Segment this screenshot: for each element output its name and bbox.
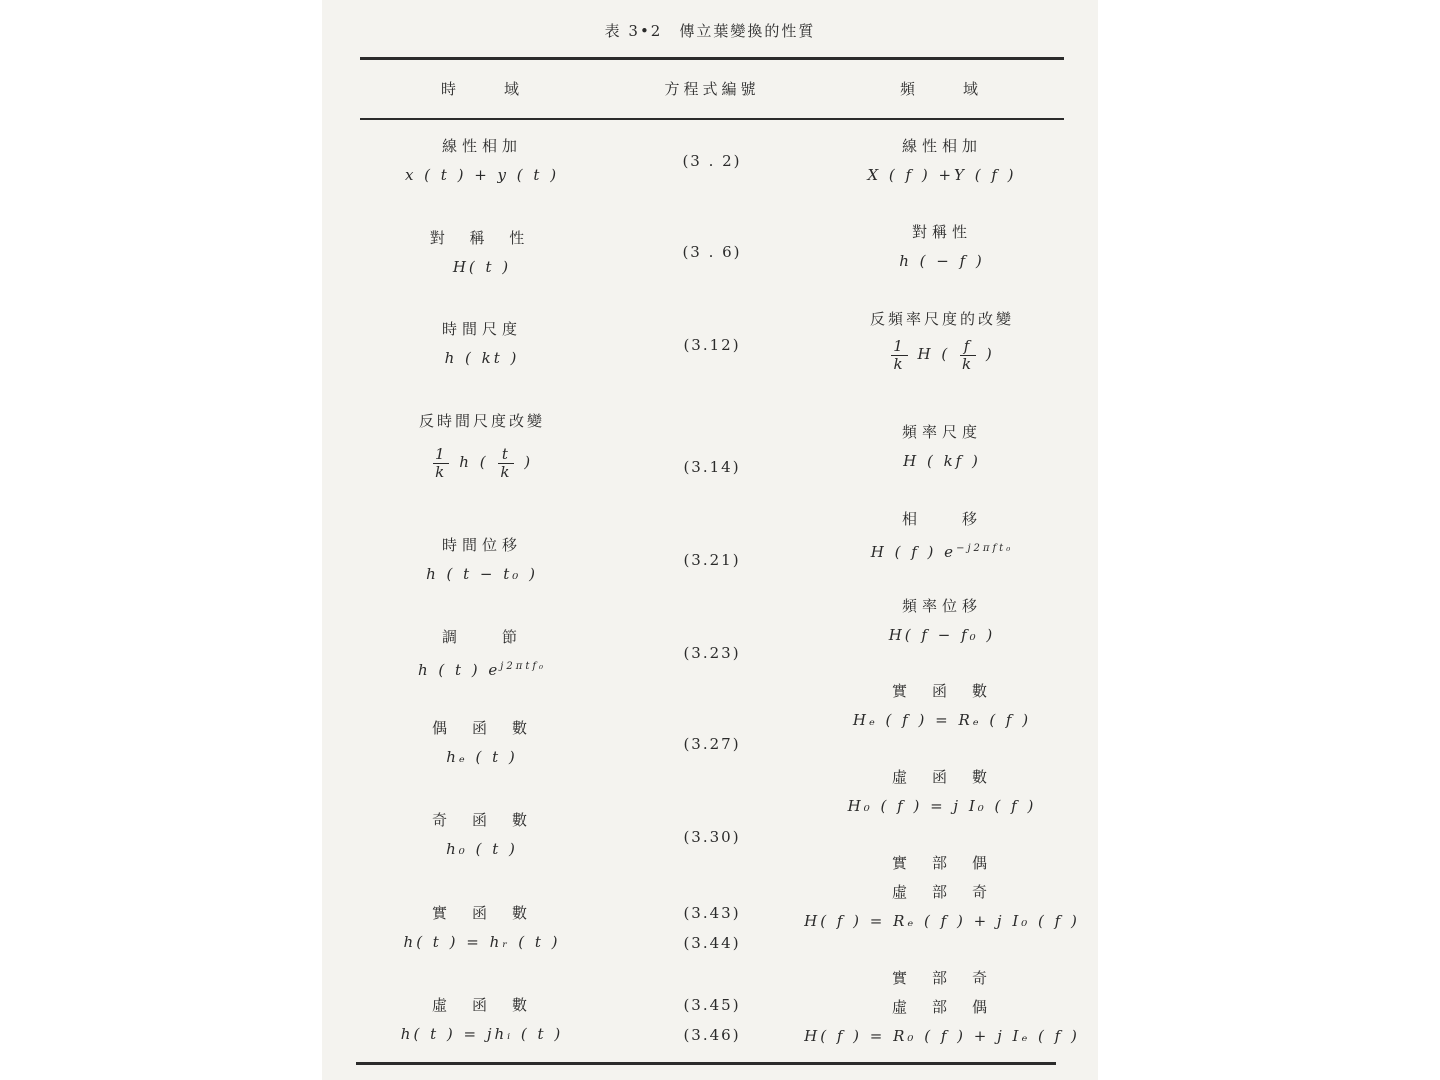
fraction-numerator: 1 (893, 336, 906, 355)
time-expression: H( t ) (452, 258, 512, 276)
freq-label: 頻率尺度 (901, 423, 982, 441)
freq-cell-imaginary-function (822, 763, 1062, 821)
header-rule (360, 118, 1064, 120)
equation-number: (3.23) (683, 644, 741, 662)
expr-base: H ( f ) e (870, 543, 957, 561)
equation-number: (3.27) (683, 735, 741, 753)
time-label: 實 函 數 (431, 904, 532, 922)
time-cell-time-shift (362, 531, 602, 589)
expr-post: ) (985, 345, 995, 363)
fraction-denominator: k (500, 462, 513, 481)
freq-expression (822, 534, 1062, 567)
equation-number: (3.14) (683, 458, 741, 476)
time-label: 對 稱 性 (429, 229, 535, 247)
time-expression: h ( kt ) (444, 349, 520, 367)
time-cell-modulation (362, 623, 602, 685)
freq-expression: H( f ) = R₀ ( f ) + j Iₑ ( f ) (804, 1027, 1080, 1045)
table-caption: 表 3•2 傳立葉變換的性質 (604, 22, 816, 40)
header-time-domain: 時 域 (440, 80, 525, 98)
time-expression: hₑ ( t ) (446, 748, 518, 766)
fraction-numerator: t (498, 446, 514, 464)
fraction-numerator: 1 (434, 444, 448, 463)
bottom-rule (356, 1062, 1056, 1065)
time-cell-real-function (362, 899, 602, 957)
freq-cell-inverse-frequency-scaling (822, 305, 1062, 374)
time-expression: h( t ) = hᵣ ( t ) (403, 933, 561, 951)
freq-label: 實 部 奇 (891, 969, 992, 987)
freq-expression: H₀ ( f ) = j I₀ ( f ) (847, 797, 1037, 815)
time-label: 虛 函 數 (431, 996, 532, 1014)
freq-label: 實 部 偶 (891, 854, 992, 872)
expr-post: ) (524, 453, 534, 471)
scanned-page (322, 0, 1098, 1080)
freq-label: 頻率位移 (901, 597, 982, 615)
exponent: −j2πft₀ (956, 543, 1014, 554)
time-cell-linearity (362, 132, 602, 190)
header-frequency-domain: 頻 域 (899, 80, 984, 98)
freq-label: 線性相加 (901, 137, 982, 155)
time-cell-odd-function (362, 806, 602, 864)
equation-number: (3.12) (683, 336, 741, 354)
freq-cell-real-even-imag-odd (802, 849, 1082, 936)
freq-label-2: 虛 部 偶 (891, 998, 992, 1016)
time-cell-imaginary-function (362, 991, 602, 1049)
exponent: j2πtf₀ (500, 661, 547, 672)
freq-expression: h ( − f ) (899, 252, 985, 270)
freq-cell-linearity (822, 132, 1062, 190)
time-label: 反時間尺度改變 (418, 412, 545, 430)
freq-expression (822, 334, 1062, 374)
time-expression (362, 652, 602, 685)
expr-base: h ( t ) e (417, 661, 501, 679)
time-label: 奇 函 數 (431, 811, 532, 829)
time-label: 線性相加 (441, 137, 522, 155)
fraction-denominator: k (435, 462, 448, 481)
equation-number: (3.21) (683, 551, 741, 569)
time-expression: h₀ ( t ) (446, 840, 518, 858)
equation-number: (3 . 2) (682, 152, 742, 170)
time-cell-symmetry (362, 224, 602, 282)
top-rule (360, 57, 1064, 60)
freq-expression: H( f ) = Rₑ ( f ) + j I₀ ( f ) (804, 912, 1080, 930)
equation-number: (3.43) (683, 904, 741, 922)
equation-number: (3.46) (683, 1026, 741, 1044)
freq-label: 相 移 (901, 510, 982, 528)
freq-label: 反頻率尺度的改變 (869, 310, 1014, 328)
time-label: 時間位移 (441, 536, 522, 554)
arg-fraction (960, 338, 976, 373)
lead-fraction (891, 338, 908, 373)
expr-pre: H ( (917, 345, 951, 363)
equation-number: (3 . 6) (682, 243, 742, 261)
time-expression (362, 440, 602, 484)
fraction-numerator: f (960, 338, 976, 356)
freq-expression: H ( kf ) (903, 452, 981, 470)
equation-number: (3.44) (683, 934, 741, 952)
freq-label: 虛 函 數 (891, 768, 992, 786)
arg-fraction (498, 446, 514, 481)
freq-label: 實 函 數 (891, 682, 992, 700)
fraction-denominator: k (893, 354, 906, 373)
freq-cell-frequency-shift (822, 592, 1062, 650)
fraction-denominator: k (962, 354, 975, 373)
time-expression: h ( t − t₀ ) (426, 565, 538, 583)
equation-number: (3.30) (683, 828, 741, 846)
time-label: 時間尺度 (441, 320, 522, 338)
time-label: 調 節 (441, 628, 522, 646)
time-label: 偶 函 數 (431, 719, 532, 737)
freq-cell-real-odd-imag-even (802, 964, 1082, 1051)
time-cell-even-function (362, 714, 602, 772)
lead-fraction (433, 446, 450, 481)
freq-label: 對稱性 (911, 223, 972, 241)
freq-cell-symmetry (822, 218, 1062, 276)
time-expression: h( t ) = jhᵢ ( t ) (400, 1025, 564, 1043)
time-cell-inverse-time-scaling (362, 407, 602, 484)
freq-expression: X ( f ) +Y ( f ) (867, 166, 1017, 184)
freq-expression: H( f − f₀ ) (888, 626, 996, 644)
freq-cell-frequency-scaling (822, 418, 1062, 476)
freq-cell-phase-shift (822, 505, 1062, 567)
freq-expression: Hₑ ( f ) = Rₑ ( f ) (852, 711, 1032, 729)
freq-label-2: 虛 部 奇 (891, 883, 992, 901)
time-expression: x ( t ) + y ( t ) (404, 166, 560, 184)
freq-cell-real-function (822, 677, 1062, 735)
equation-number: (3.45) (683, 996, 741, 1014)
expr-pre: h ( (459, 453, 489, 471)
time-cell-time-scaling (362, 315, 602, 373)
header-equation-number: 方程式編號 (664, 80, 760, 98)
